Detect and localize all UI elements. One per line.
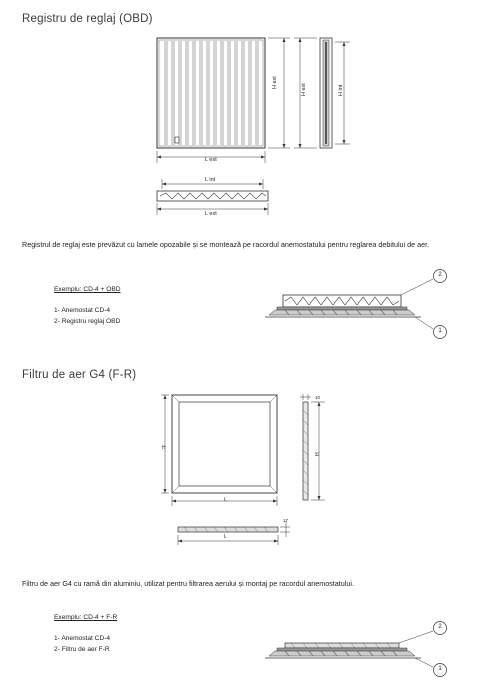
section-title-obd: Registru de reglaj (OBD) [22,13,153,25]
obd-assembly-drawing [265,265,460,343]
filter-callout-2: 2 [438,624,442,630]
filter-callout-1: 1 [438,666,442,672]
filter-dim-17: 17 [283,518,289,523]
dim-hext-label: H ext [272,76,278,89]
filter-assembly-drawing [265,615,460,685]
obd-item-1: 1- Anemostat CD-4 [54,307,111,314]
filter-dim-l-bottom: L [224,534,227,540]
obd-callout-1: 1 [438,328,442,334]
section-title-filter: Filtru de aer G4 (F-R) [22,369,137,381]
filter-bottom-drawing [170,513,295,548]
dim-lint-label: L int [205,177,216,183]
filter-description: Filtru de aer G4 cu ramă din aluminiu, utilizat pentru filtrarea aerului și montaj pe racordul anemostatului. [22,579,354,588]
filter-item-1: 1- Anemostat CD-4 [54,635,111,642]
filter-dim-10: 10 [315,395,321,400]
filter-dim-l: L [224,497,227,503]
dim-lext-label: L ext [205,157,217,163]
dim-hint-label: H int [338,84,344,96]
filter-dim-h-side: H [315,452,321,456]
obd-example-title: Exemplu: CD-4 + OBD [54,286,121,293]
filter-example-title: Exemplu: CD-4 + F-R [54,614,118,621]
obd-description: Registrul de reglaj este prevăzut cu lamele opozabile și se montează pe racordul anemostatului pentru reglarea debitului de aer. [22,240,430,249]
dim-hext-side-label: H ext [301,83,307,96]
filter-item-2: 2- Filtru de aer F-R [54,646,110,653]
filter-front-drawing [155,390,290,510]
obd-item-2: 2- Registru reglaj OBD [54,318,121,325]
filter-side-drawing [295,390,335,510]
dim-lext2-label: L ext [205,211,217,217]
filter-dim-h: H [162,445,166,451]
obd-callout-2: 2 [438,272,442,278]
